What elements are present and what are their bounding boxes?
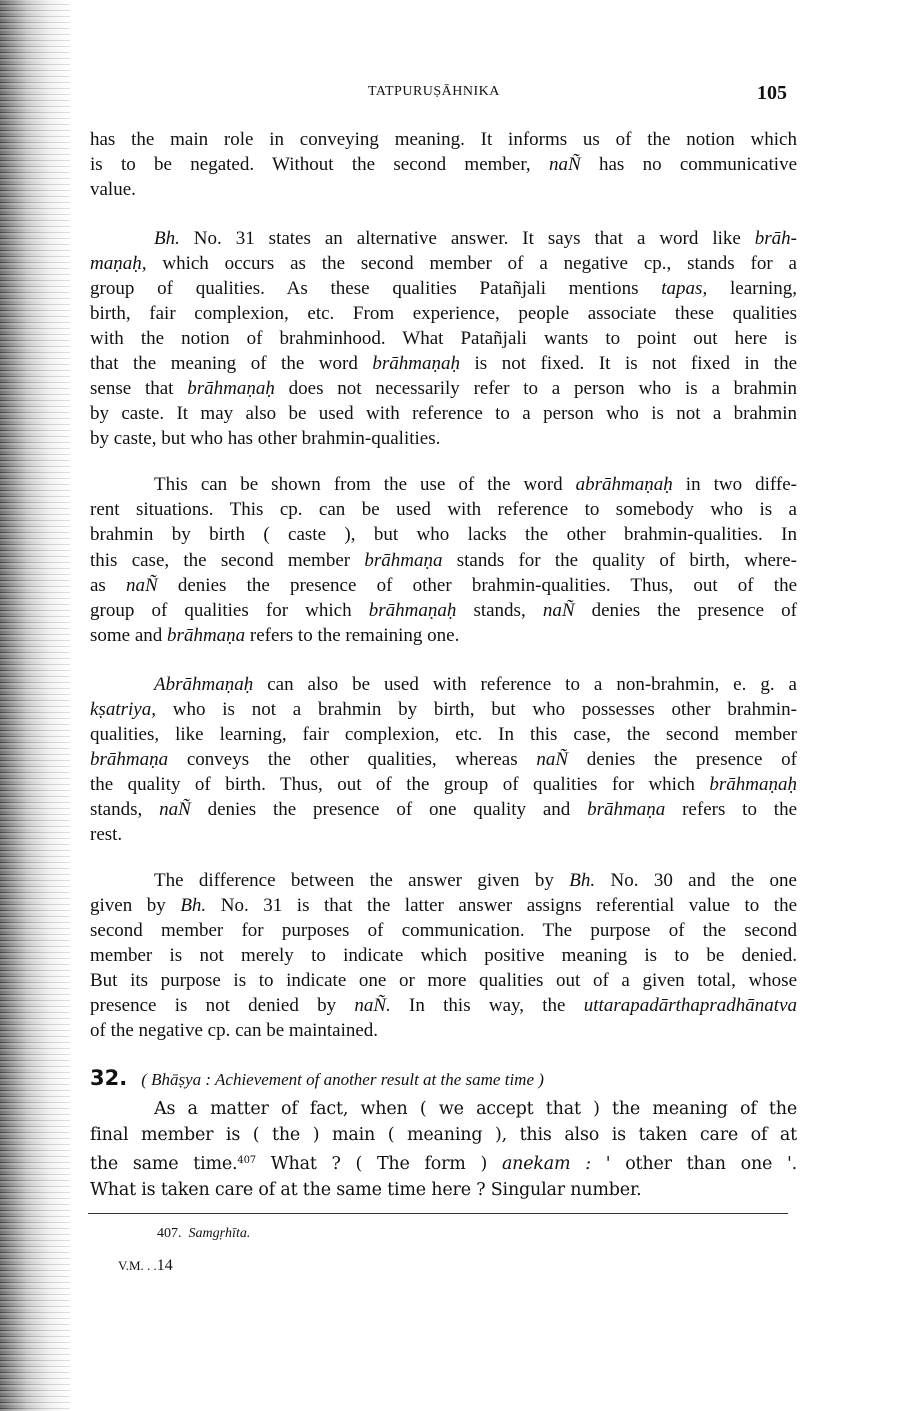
text-run: the quality of birth. Thus, out of the group of qualities for which [90, 774, 710, 795]
text-run: denies the presence of [568, 749, 797, 770]
text-run: as [90, 574, 127, 596]
section-title: ( Bhāṣya : Achievement of another result at the same time ) [141, 1070, 544, 1089]
footnote-rule [88, 1213, 788, 1214]
text-run: No. 31 is that the latter answer assigns referential value to the [206, 895, 797, 916]
text-run: the same time. [90, 1154, 238, 1175]
text-line [90, 251, 797, 276]
text-line [90, 497, 797, 522]
running-title: TATPURUṢĀHNIKA [368, 84, 500, 99]
text-run: final member is ( the ) main ( meaning ), this also is taken care of at [90, 1124, 797, 1145]
italic-term: anekam : [501, 1154, 591, 1175]
text-run: is not fixed. It is not fixed in the [459, 353, 798, 374]
paragraph-3 [90, 472, 797, 648]
text-run: sense that [90, 378, 188, 399]
text-run: ' other than one '. [590, 1154, 797, 1175]
text-line [90, 1018, 797, 1043]
text-line [90, 868, 797, 893]
text-run: denies the presence of other brahmin-qualities. Thus, out of the [157, 574, 798, 596]
italic-term: abrāhmaṇaḥ [575, 474, 673, 495]
text-run: who is not a brahmin by birth, but who possesses other brahmin- [155, 699, 797, 720]
italic-term: tapas, [661, 278, 708, 299]
italic-term: naÑ [542, 600, 575, 622]
text-run: given by [90, 895, 181, 916]
text-line [90, 153, 797, 178]
italic-term: Bh. [180, 895, 207, 916]
text-line [90, 178, 797, 203]
text-run: by caste. It may also be used with reference to a person who is not a brahmin [90, 403, 797, 424]
italic-term: kṣatriya, [90, 699, 156, 720]
italic-term: brāhmaṇa [364, 549, 443, 571]
italic-term: brāh- [754, 228, 797, 249]
text-line [90, 548, 797, 573]
italic-term: naÑ [159, 799, 191, 820]
scan-edge-texture [0, 0, 70, 1411]
italic-term: brāhmaṇaḥ [709, 774, 797, 795]
text-run: value. [90, 178, 136, 200]
text-run: in two diffe- [672, 474, 797, 495]
page-number: 105 [757, 82, 787, 104]
text-run: stands, [90, 799, 160, 820]
italic-term: brāhmaṇa [90, 749, 169, 770]
text-line [90, 376, 797, 401]
paragraph-2 [90, 226, 797, 451]
text-run: No. 30 and the one [595, 870, 797, 891]
footnote-ref: 407 [237, 1155, 256, 1167]
text-run: But its purpose is to indicate one or more qualities out of a given total, whose [90, 970, 797, 991]
text-run: brahmin by birth ( caste ), but who lacks the other brahmin-qualities. In [90, 524, 797, 546]
text-run: this case, the second member [90, 549, 365, 571]
text-line [90, 1178, 797, 1204]
footnote [157, 1226, 250, 1242]
text-line [90, 326, 797, 351]
text-run: rent situations. This cp. can be used with reference to somebody who is a [90, 499, 797, 521]
text-line [90, 918, 797, 943]
text-run: stands for the quality of birth, where- [442, 549, 798, 571]
text-line [90, 772, 797, 797]
italic-term: Abrāhmaṇaḥ [154, 674, 254, 695]
text-run: qualities, like learning, fair complexion, etc. In this case, the second member [90, 724, 797, 745]
text-run: second member for purposes of communication. The purpose of the second [90, 920, 797, 941]
text-line [90, 1123, 797, 1149]
paragraph-4 [90, 672, 797, 847]
text-run: denies the presence of one quality and [190, 799, 588, 820]
text-line [90, 128, 797, 153]
text-line [90, 522, 797, 547]
paragraph-5 [90, 868, 797, 1043]
text-run: with the notion of brahminhood. What Patañjali wants to point out here is [90, 328, 797, 349]
text-run: that the meaning of the word [90, 353, 373, 374]
text-run: rest. [90, 824, 123, 845]
text-run: As a matter of fact, when ( we accept that ) the meaning of the [154, 1099, 797, 1119]
text-line [90, 747, 797, 772]
text-run: No. 31 states an alternative answer. It says that a word like [179, 228, 755, 249]
text-line [90, 573, 797, 598]
italic-term: brāhmaṇa [167, 625, 246, 647]
footnote-number: 407. [157, 1226, 182, 1241]
text-line [90, 993, 797, 1018]
italic-term: brāhmaṇaḥ [368, 600, 457, 622]
italic-term: naÑ. [354, 995, 391, 1016]
text-run: In this way, the [390, 995, 584, 1016]
text-run: by caste, but who has other brahmin-qualities. [90, 428, 441, 449]
text-run: group of qualities. As these qualities Patañjali mentions [90, 278, 662, 299]
text-line [90, 301, 797, 326]
italic-term: maṇaḥ, [90, 253, 147, 274]
text-run: which occurs as the second member of a negative cp., stands for a [146, 253, 797, 274]
text-run: does not necessarily refer to a person who is a brahmin [274, 378, 797, 399]
signature-mark [118, 1257, 173, 1275]
text-line [90, 401, 797, 426]
signature-prefix: V.M. . . [118, 1258, 157, 1273]
text-line [90, 426, 797, 451]
italic-term: uttarapadārthapradhānatva [583, 995, 797, 1016]
text-line [90, 1097, 797, 1123]
text-run: has the main role in conveying meaning. It informs us of the notion which [90, 129, 797, 150]
text-line [90, 943, 797, 968]
text-run: has no communicative [580, 153, 797, 175]
text-run: denies the presence of [574, 600, 797, 622]
text-line [90, 672, 797, 697]
italic-term: naÑ [536, 749, 569, 770]
text-line [90, 351, 797, 376]
text-line [90, 822, 797, 847]
text-run: is to be negated. Without the second member, [90, 153, 549, 175]
text-run: of the negative cp. can be maintained. [90, 1020, 379, 1041]
paragraph-translation [90, 1097, 797, 1203]
text-line [90, 968, 797, 993]
section-heading [90, 1066, 544, 1090]
text-run: group of qualities for which [90, 600, 369, 622]
section-number: 32. [90, 1066, 128, 1090]
italic-term: Bh. [154, 228, 180, 249]
text-run: refers to the [665, 799, 798, 820]
text-line [90, 472, 797, 497]
text-line [90, 226, 797, 251]
text-run: What is taken care of at the same time here ? Singular number. [90, 1179, 642, 1200]
italic-term: Bh. [569, 870, 596, 891]
italic-term: brāhmaṇa [587, 799, 666, 820]
text-line [90, 598, 797, 623]
italic-term: naÑ [548, 153, 581, 175]
footnote-text: Samgṛhīta. [188, 1226, 251, 1241]
text-run: learning, [707, 278, 797, 299]
text-run: refers to the remaining one. [245, 625, 460, 647]
text-line [90, 1148, 797, 1178]
text-run: What ? ( The form ) [255, 1154, 502, 1175]
text-run: can also be used with reference to a non-brahmin, e. g. a [253, 674, 797, 695]
text-line [90, 276, 797, 301]
text-line [90, 893, 797, 918]
text-line [90, 697, 797, 722]
italic-term: brāhmaṇaḥ [187, 378, 275, 399]
text-run: This can be shown from the use of the word [154, 474, 576, 495]
text-line [90, 722, 797, 747]
italic-term: naÑ [126, 574, 158, 596]
text-run: some and [90, 625, 168, 647]
text-line [90, 623, 797, 648]
paragraph-1 [90, 128, 797, 202]
text-run: presence is not denied by [90, 995, 355, 1016]
text-run: member is not merely to indicate which positive meaning is to be denied. [90, 945, 797, 966]
signature-number: 14 [156, 1257, 173, 1274]
text-run: conveys the other qualities, whereas [168, 749, 537, 770]
text-run: stands, [456, 600, 543, 622]
text-run: birth, fair complexion, etc. From experience, people associate these qualities [90, 303, 797, 324]
italic-term: brāhmaṇaḥ [372, 353, 460, 374]
text-line [90, 797, 797, 822]
text-run: The difference between the answer given by [154, 870, 570, 891]
